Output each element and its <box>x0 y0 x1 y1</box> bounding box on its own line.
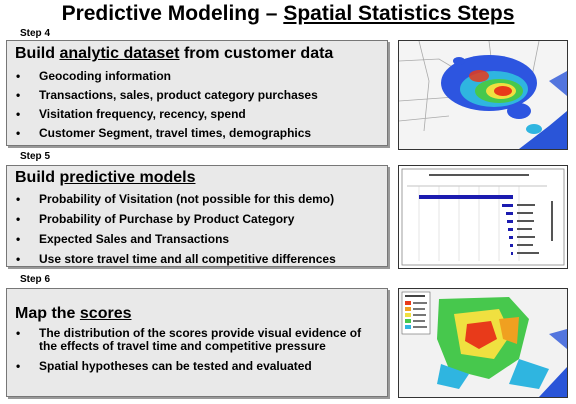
step-5-panel <box>6 165 388 267</box>
list-item: • Probability of Visitation (not possible for this demo) <box>16 192 335 206</box>
bar-chart-image <box>398 165 568 269</box>
list-item: • Expected Sales and Transactions <box>16 232 230 246</box>
customer-density-map-image <box>398 40 568 150</box>
list-item: • Probability of Purchase by Product Category <box>16 212 295 226</box>
step-5-label: Step 5 <box>20 151 51 162</box>
list-item: • Visitation frequency, recency, spend <box>16 107 246 121</box>
step-4-panel <box>6 40 388 146</box>
step-5-bullet-list <box>15 192 336 266</box>
step-6-heading: Map the scores <box>15 305 132 322</box>
step-6-bullet-list <box>15 327 379 373</box>
step-6-panel <box>6 288 388 397</box>
list-item: • Transactions, sales, product category purchases <box>16 88 318 102</box>
step-4-bullet-list <box>15 69 318 140</box>
list-item: • Customer Segment, travel times, demographics <box>16 126 312 140</box>
list-item: • The distribution of the scores provide visual evidence of the effects of travel time and competitive pressure <box>16 326 362 353</box>
step-6-label: Step 6 <box>20 274 51 285</box>
list-item: • Geocoding information <box>16 69 171 83</box>
list-item: • Spatial hypotheses can be tested and evaluated <box>16 359 312 373</box>
list-item: • Use store travel time and all competitive differences <box>16 252 336 266</box>
step-4-heading: Build analytic dataset from customer data <box>15 45 334 62</box>
step-4-label: Step 4 <box>20 28 51 39</box>
score-map-image <box>398 288 568 398</box>
step-5-heading: Build predictive models <box>15 169 196 186</box>
page-title: Predictive Modeling – Spatial Statistics Steps <box>61 2 515 25</box>
